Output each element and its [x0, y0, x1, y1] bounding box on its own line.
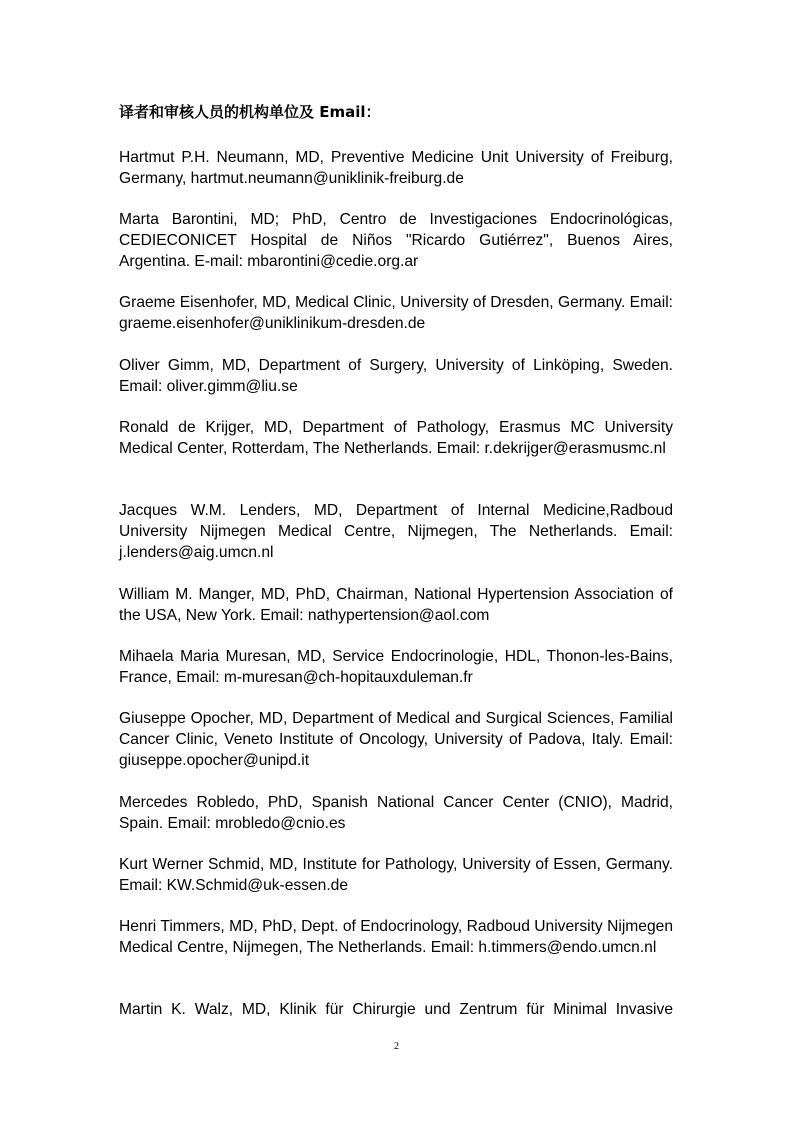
page-heading: 译者和审核人员的机构单位及 Email：: [119, 103, 381, 121]
contributor-entry-barontini: Marta Barontini, MD; PhD, Centro de Investigaciones Endocrinológicas, CEDIECONICET Hospital de Niños "Ricardo Gutiérrez", Buenos Aires, Argentina. E-mail: mbarontini@cedie.org.ar: [119, 211, 673, 270]
contributor-entry-schmid: Kurt Werner Schmid, MD, Institute for Pathology, University of Essen, Germany. Email: KW.Schmid@uk-essen.de: [119, 856, 673, 894]
contributor-entry-de-krijger: Ronald de Krijger, MD, Department of Pathology, Erasmus MC University Medical Center, Rotterdam, The Netherlands. Email: r.dekrijger@erasmusmc.nl: [119, 419, 673, 457]
contributor-entry-timmers: Henri Timmers, MD, PhD, Dept. of Endocrinology, Radboud University Nijmegen Medical Centre, Nijmegen, The Netherlands. Email: h.timmers@endo.umcn.nl: [119, 918, 673, 956]
contributor-entry-eisenhofer: Graeme Eisenhofer, MD, Medical Clinic, University of Dresden, Germany. Email: graeme.eisenhofer@uniklinikum-dresden.de: [119, 294, 673, 332]
contributor-entry-neumann: Hartmut P.H. Neumann, MD, Preventive Medicine Unit University of Freiburg, Germany, hartmut.neumann@uniklinik-freiburg.de: [119, 149, 673, 187]
contributor-entry-robledo: Mercedes Robledo, PhD, Spanish National Cancer Center (CNIO), Madrid, Spain. Email: mrobledo@cnio.es: [119, 794, 673, 832]
contributor-entry-muresan: Mihaela Maria Muresan, MD, Service Endocrinologie, HDL, Thonon-les-Bains, France, Email: m-muresan@ch-hopitauxduleman.fr: [119, 648, 673, 686]
contributor-entry-gimm: Oliver Gimm, MD, Department of Surgery, University of Linköping, Sweden. Email: oliver.gimm@liu.se: [119, 357, 673, 395]
page-number: 2: [394, 1041, 399, 1052]
contributor-entry-lenders: Jacques W.M. Lenders, MD, Department of Internal Medicine,Radboud University Nijmegen Medical Centre, Nijmegen, The Netherlands. Email: j.lenders@aig.umcn.nl: [119, 502, 673, 561]
contributor-entry-opocher: Giuseppe Opocher, MD, Department of Medical and Surgical Sciences, Familial Cancer Clinic, Veneto Institute of Oncology, University of Padova, Italy. Email: giuseppe.opocher@unipd.it: [119, 710, 673, 769]
contributor-entry-walz: Martin K. Walz, MD, Klinik für Chirurgie und Zentrum für Minimal Invasive: [119, 1001, 673, 1018]
contributor-entry-manger: William M. Manger, MD, PhD, Chairman, National Hypertension Association of the USA, New York. Email: nathypertension@aol.com: [119, 586, 673, 624]
